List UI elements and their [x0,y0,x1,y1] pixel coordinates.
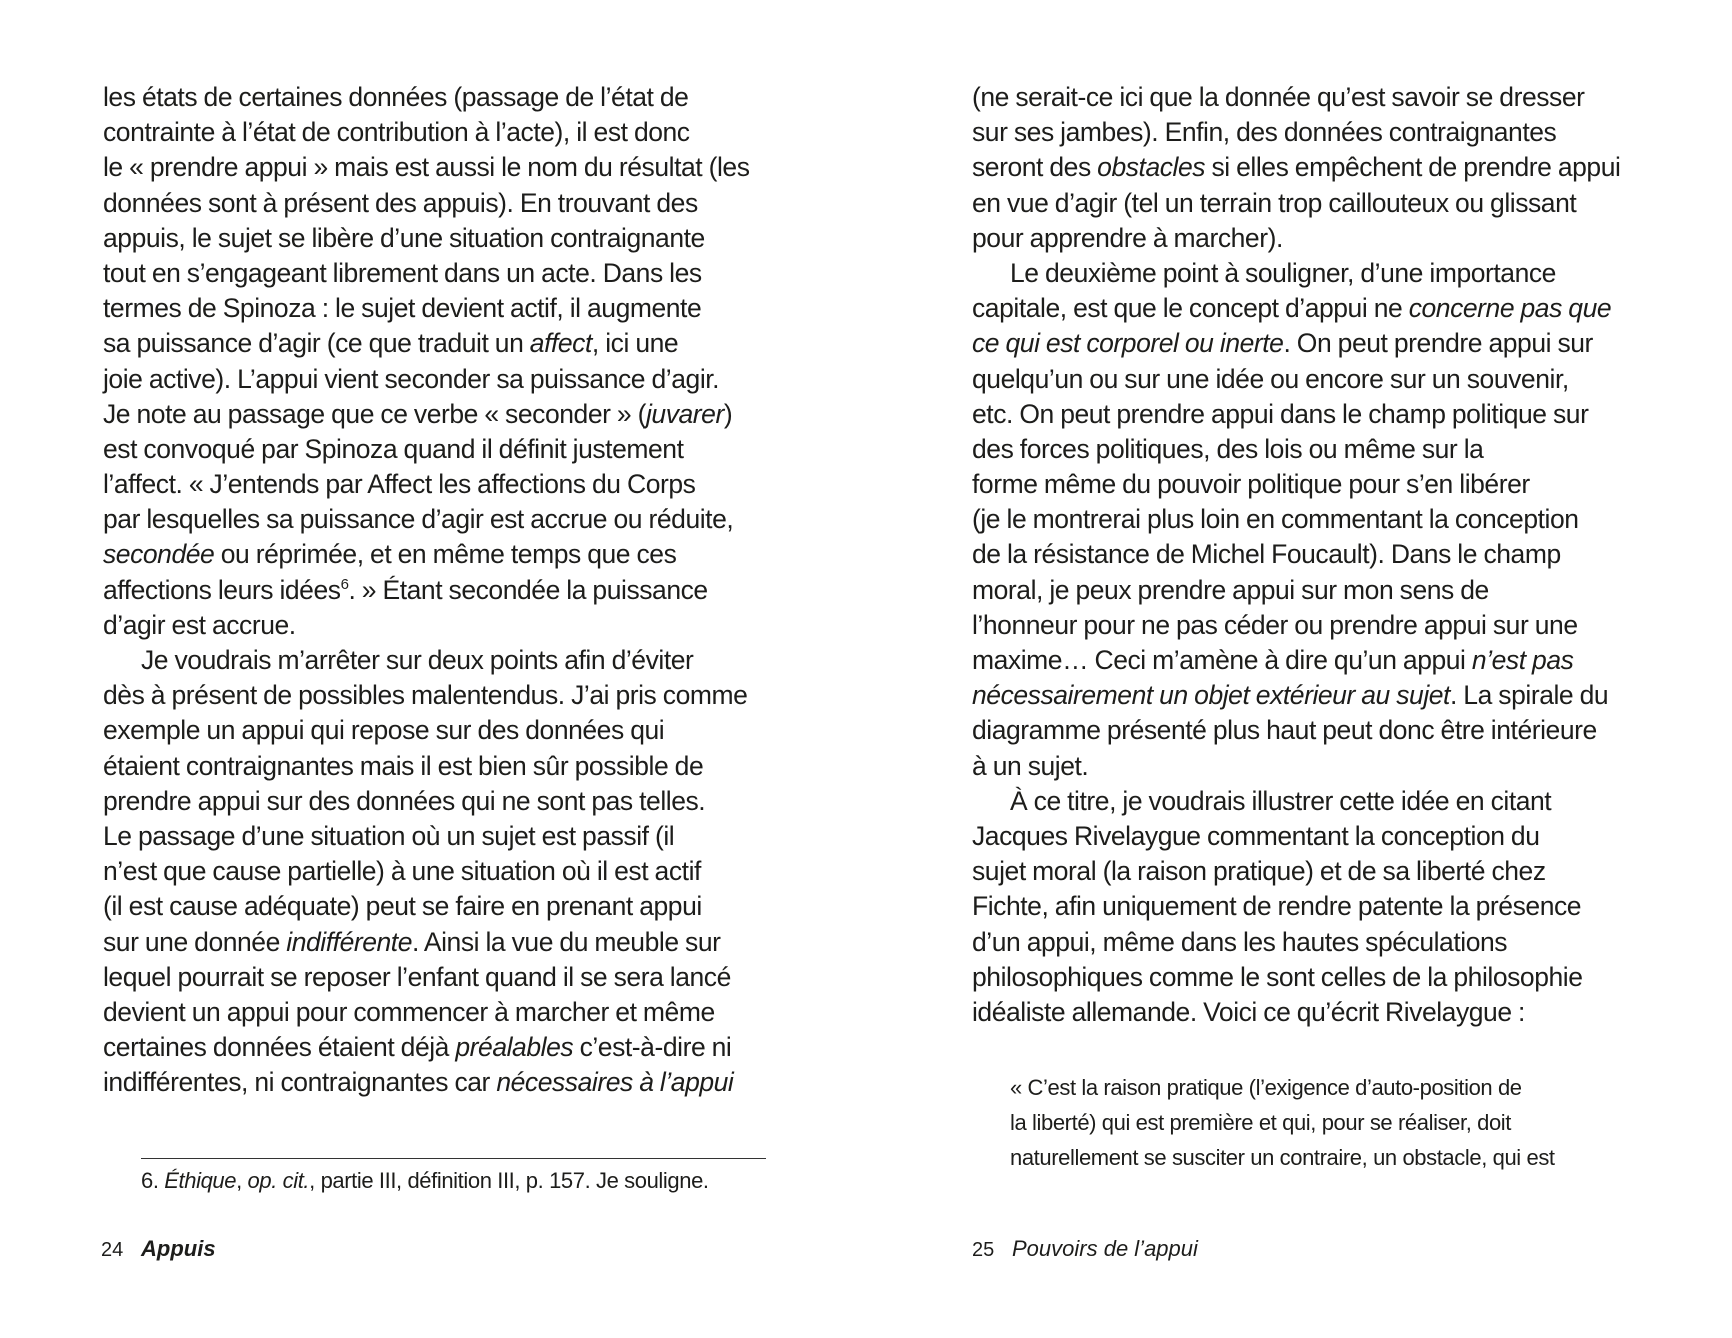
italic-text: secondée [103,539,215,570]
text: prendre appui sur des données qui ne sont pas telles. [103,785,706,816]
text-line [972,80,1620,115]
text-line [972,960,1620,995]
text-line [103,467,750,502]
text-line [972,537,1620,572]
text: , [236,1168,248,1193]
text-line [972,362,1620,397]
text: certaines données étaient déjà [103,1032,456,1063]
text: idéaliste allemande. Voici ce qu’écrit Rivelaygue : [972,996,1525,1027]
text: contrainte à l’état de contribution à l’acte), il est donc [103,117,690,148]
text: sujet moral (la raison pratique) et de sa liberté chez [972,856,1546,887]
text: sa puissance d’agir (ce que traduit un [103,328,530,359]
quote-line: la liberté) qui est première et qui, pour se réaliser, doit [1010,1110,1511,1135]
text: moral, je peux prendre appui sur mon sens de [972,574,1489,605]
left-body-text [103,80,750,1100]
text: Je note au passage que ce verbe « seconder » ( [103,398,646,429]
text: sur une donnée [103,926,287,957]
text-line [972,925,1620,960]
text: dès à présent de possibles malentendus. J’ai pris comme [103,680,748,711]
text: seront des [972,152,1098,183]
text-line [972,995,1620,1030]
italic-text: Éthique [164,1168,237,1193]
text: joie active). L’appui vient seconder sa puissance d’agir. [103,363,720,394]
text: (ne serait-ce ici que la donnée qu’est savoir se dresser [972,82,1585,112]
italic-text: n’est pas [1471,645,1574,675]
italic-text: obstacles [1097,152,1206,183]
text: c’est-à-dire ni [573,1032,732,1063]
text-line [972,186,1620,221]
italic-text: nécessaires à l’appui [496,1067,734,1098]
text-line [972,889,1620,924]
running-head: Pouvoirs de l’appui [1012,1236,1198,1261]
italic-text: nécessairement un objet extérieur au sujet [972,680,1450,711]
text-line [972,678,1620,713]
italic-text: préalables [455,1032,574,1063]
text-line [103,678,750,713]
text: en vue d’agir (tel un terrain trop caillouteux ou glissant [972,187,1577,218]
text: . » Étant secondée la puissance [348,574,708,605]
quote-line: naturellement se susciter un contraire, un obstacle, qui est [1010,1145,1555,1170]
text: est convoqué par Spinoza quand il définit justement [103,433,684,464]
text: Le deuxième point à souligner, d’une importance [1010,257,1556,288]
running-head: Appuis [141,1236,216,1261]
text: appuis, le sujet se libère d’une situation contraignante [103,222,705,253]
text: maxime… Ceci m’amène à dire qu’un appui [972,645,1472,675]
text: Le passage d’une situation où un sujet est passif (il [103,820,675,851]
text-line [103,960,750,995]
text: . Ainsi la vue du meuble sur [412,926,721,957]
text: pour apprendre à marcher). [972,222,1283,253]
text: philosophiques comme le sont celles de la philosophie [972,961,1583,992]
text-line [103,256,750,291]
text-line [972,749,1620,784]
footnote-ref: 6 [340,575,349,593]
text: d’agir est accrue. [103,609,296,640]
text: À ce titre, je voudrais illustrer cette idée en citant [1010,785,1552,816]
text: (je le montrerai plus loin en commentant la conception [972,504,1579,535]
page-number: 25 [972,1239,995,1261]
text-line [972,256,1620,291]
text: des forces politiques, des lois ou même sur la [972,433,1484,464]
quote-line: « C’est la raison pratique (l’exigence d’auto-position de [1010,1075,1522,1100]
text-line [972,115,1620,150]
text-line [103,1065,750,1100]
text-line [103,221,750,256]
text: données sont à présent des appuis). En trouvant des [103,187,698,218]
text-line [103,432,750,467]
text-line [103,80,750,115]
text: quelqu’un ou sur une idée ou encore sur un souvenir, [972,363,1569,394]
text: 6. [141,1168,165,1193]
text: termes de Spinoza : le sujet devient actif, il augmente [103,293,702,324]
text-line [103,150,750,185]
text-line [972,467,1620,502]
text: Jacques Rivelaygue commentant la conception du [972,820,1540,851]
text: exemple un appui qui repose sur des données qui [103,715,665,746]
text: les états de certaines données (passage de l’état de [103,82,689,112]
text-line [972,326,1620,361]
left-folio [101,1236,216,1262]
text-line [972,713,1620,748]
text: par lesquelles sa puissance d’agir est accrue ou réduite, [103,504,734,535]
text: sur ses jambes). Enfin, des données contraignantes [972,117,1557,148]
text: étaient contraignantes mais il est bien sûr possible de [103,750,704,781]
text-line [972,150,1620,185]
text: l’affect. « J’entends par Affect les affections du Corps [103,469,696,500]
text: Je voudrais m’arrêter sur deux points afin d’éviter [141,645,694,675]
text-line [103,995,750,1030]
text-line [972,432,1620,467]
footnote-6 [141,1168,709,1194]
italic-text: concerne pas que [1408,293,1612,324]
text-line [103,889,750,924]
text-line [103,326,750,361]
italic-text: juvarer [645,398,724,429]
italic-text: indifférente [286,926,413,957]
text-line [103,186,750,221]
text: forme même du pouvoir politique pour s’en libérer [972,469,1530,500]
text: si elles empêchent de prendre appui [1205,152,1621,183]
text: . On peut prendre appui sur [1283,328,1593,359]
text-line [103,397,750,432]
block-quote [1010,1070,1555,1175]
right-body-text [972,80,1620,1030]
text: l’honneur pour ne pas céder ou prendre appui sur une [972,609,1578,640]
text-line [972,819,1620,854]
text-line [972,221,1620,256]
text-line [103,643,750,678]
text-line [103,537,750,572]
text: le « prendre appui » mais est aussi le nom du résultat (les [103,152,750,183]
text-line [103,854,750,889]
text-line [103,784,750,819]
text-line [103,115,750,150]
text-line [103,573,750,608]
text: , ici une [591,328,679,359]
text-line [972,784,1620,819]
text-line [972,291,1620,326]
text-line [103,362,750,397]
right-page [866,0,1732,1338]
text: (il est cause adéquate) peut se faire en prenant appui [103,891,702,922]
text: d’un appui, même dans les hautes spéculations [972,926,1508,957]
text-line [103,608,750,643]
page-number: 24 [101,1239,124,1261]
text: Fichte, afin uniquement de rendre patente la présence [972,891,1582,922]
text-line [103,291,750,326]
text: ou réprimée, et en même temps que ces [214,539,677,570]
text-line [103,925,750,960]
text: lequel pourrait se reposer l’enfant quand il se sera lancé [103,961,731,992]
text-line [103,713,750,748]
text: . La spirale du [1449,680,1609,711]
text-line [972,502,1620,537]
text: ) [723,398,733,429]
text: n’est que cause partielle) à une situation où il est actif [103,856,701,887]
text: indifférentes, ni contraignantes car [103,1067,497,1098]
text-line [103,1030,750,1065]
text: affections leurs idées [103,574,341,605]
text-line [103,502,750,537]
italic-text: ce qui est corporel ou inerte [972,328,1284,359]
text: capitale, est que le concept d’appui ne [972,293,1409,324]
right-folio [972,1236,1198,1262]
text-line [972,397,1620,432]
footnote-rule [141,1158,766,1159]
text-line [972,854,1620,889]
text-line [972,608,1620,643]
text-line [972,643,1620,678]
text: à un sujet. [972,750,1089,781]
italic-text: affect [529,328,592,359]
text: de la résistance de Michel Foucault). Dans le champ [972,539,1561,570]
text-line [103,749,750,784]
text-line [972,573,1620,608]
text: diagramme présenté plus haut peut donc être intérieure [972,715,1597,746]
text: devient un appui pour commencer à marcher et même [103,996,715,1027]
italic-text: op. cit. [247,1168,310,1193]
text-line [103,819,750,854]
text: tout en s’engageant librement dans un acte. Dans les [103,257,702,288]
text: etc. On peut prendre appui dans le champ politique sur [972,398,1589,429]
text: , partie III, définition III, p. 157. Je souligne. [309,1168,709,1193]
